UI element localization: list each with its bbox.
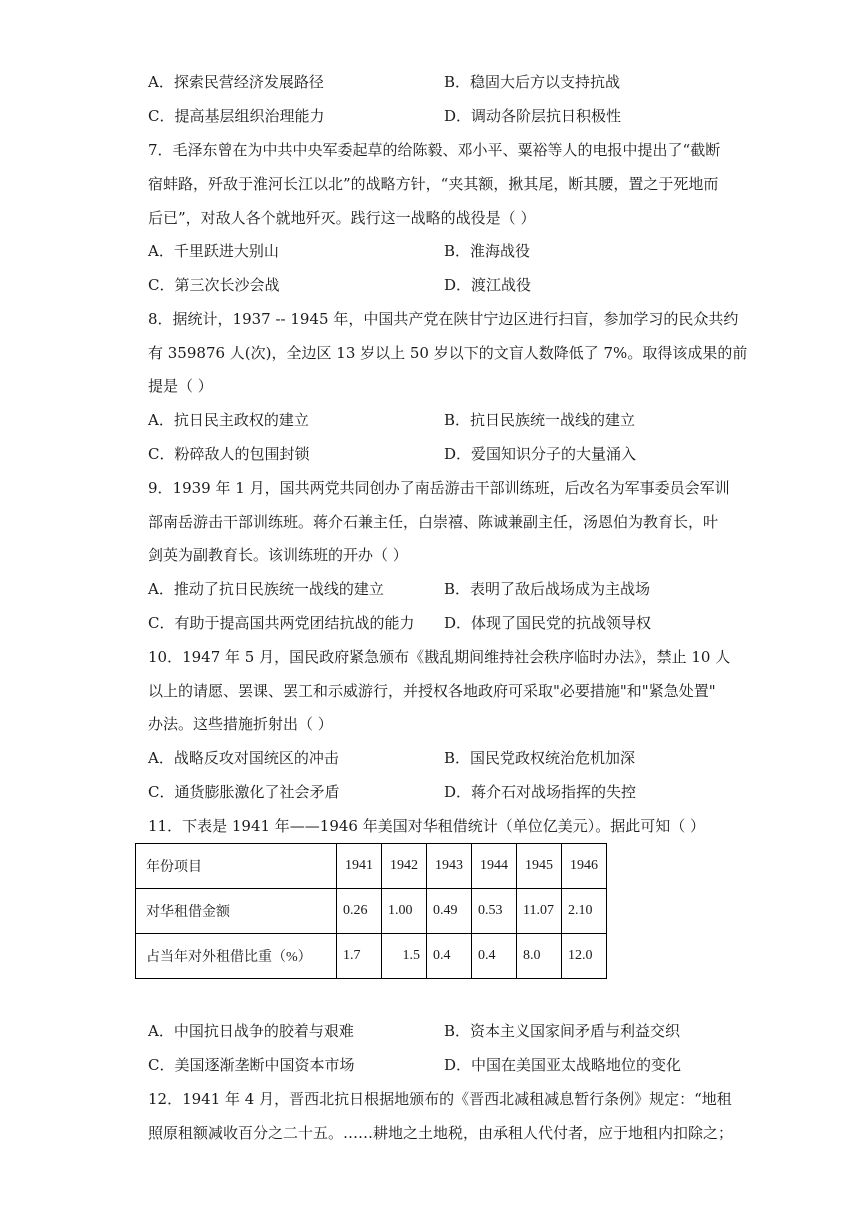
q9-option-c[interactable]: C．有助于提高国共两党团结抗战的能力 — [148, 614, 415, 632]
q11-option-d[interactable]: D．中国在美国亚太战略地位的变化 — [444, 1056, 682, 1074]
q7-stem-line-1: 7．毛泽东曾在为中共中央军委起草的给陈毅、邓小平、粟裕等人的电报中提出了“截断 — [148, 141, 721, 159]
q7-option-d[interactable]: D．渡江战役 — [444, 276, 532, 294]
q8-option-c[interactable]: C．粉碎敌人的包围封锁 — [148, 445, 310, 463]
q11-stem-line: 11．下表是 1941 年——1946 年美国对华租借统计（单位亿美元）。据此可知（ ） — [148, 817, 706, 835]
table-row-label: 对华租借金额 — [136, 889, 337, 934]
q6-option-d[interactable]: D．调动各阶层抗日积极性 — [444, 107, 622, 125]
q7-option-a[interactable]: A．千里跃进大别山 — [148, 242, 279, 260]
q9-stem-line-2: 部南岳游击干部训练班。蒋介石兼主任，白崇禧、陈诚兼副主任，汤恩伯为教育长，叶 — [148, 513, 719, 531]
q10-option-b[interactable]: B．国民党政权统治危机加深 — [444, 749, 636, 767]
q7-option-c[interactable]: C．第三次长沙会战 — [148, 276, 280, 294]
q7-stem-line-3: 后已”，对敌人各个就地歼灭。践行这一战略的战役是（ ） — [148, 209, 536, 227]
q10-option-a[interactable]: A．战略反攻对国统区的冲击 — [148, 749, 339, 767]
q10-option-c[interactable]: C．通货膨胀激化了社会矛盾 — [148, 783, 340, 801]
table-year-cell: 1946 — [562, 844, 607, 889]
q9-stem-line-3: 剑英为副教育长。该训练班的开办（ ） — [148, 546, 408, 564]
q8-stem-line-3: 提是（ ） — [148, 377, 213, 395]
table-cell: 0.4 — [427, 934, 472, 979]
q9-option-b[interactable]: B．表明了敌后战场成为主战场 — [444, 580, 651, 598]
q10-stem-line-2: 以上的请愿、罢课、罢工和示威游行，并授权各地政府可采取"必要措施"和"紧急处置" — [148, 682, 716, 700]
q12-stem-line-1: 12．1941 年 4 月，晋西北抗日根据地颁布的《晋西北减租减息暂行条例》规定：“地租 — [148, 1090, 732, 1108]
q10-option-d[interactable]: D．蒋介石对战场指挥的失控 — [444, 783, 637, 801]
table-header-label: 年份项目 — [136, 844, 337, 889]
table-cell: 8.0 — [517, 934, 562, 979]
q11-option-a[interactable]: A．中国抗日战争的胶着与艰难 — [148, 1022, 354, 1040]
table-year-cell: 1941 — [337, 844, 382, 889]
table-year-cell: 1943 — [427, 844, 472, 889]
q8-option-d[interactable]: D．爱国知识分子的大量涌入 — [444, 445, 637, 463]
q8-stem-line-1: 8．据统计，1937 -- 1945 年，中国共产党在陕甘宁边区进行扫盲，参加学习的民众共约 — [148, 310, 739, 328]
table-header-row — [136, 844, 607, 889]
q8-option-a[interactable]: A．抗日民主政权的建立 — [148, 411, 309, 429]
q6-option-c[interactable]: C．提高基层组织治理能力 — [148, 107, 325, 125]
table-row — [136, 889, 607, 934]
q10-stem-line-1: 10．1947 年 5 月，国民政府紧急颁布《戡乱期间维持社会秩序临时办法》，禁止 10 人 — [148, 648, 731, 666]
table-cell: 1.00 — [382, 889, 427, 934]
q9-option-a[interactable]: A．推动了抗日民族统一战线的建立 — [148, 580, 384, 598]
q7-option-b[interactable]: B．淮海战役 — [444, 242, 531, 260]
table-year-cell: 1942 — [382, 844, 427, 889]
table-cell: 0.4 — [472, 934, 517, 979]
q6-option-a[interactable]: A．探索民营经济发展路径 — [148, 73, 324, 91]
table-row — [136, 934, 607, 979]
table-year-cell: 1945 — [517, 844, 562, 889]
lend-lease-table — [135, 843, 607, 979]
q11-option-c[interactable]: C．美国逐渐垄断中国资本市场 — [148, 1056, 355, 1074]
table-cell: 1.5 — [382, 934, 427, 979]
q12-stem-line-2: 照原租额减收百分之二十五。……耕地之土地税，由承租人代付者，应于地租内扣除之； — [148, 1124, 734, 1142]
table-cell: 0.26 — [337, 889, 382, 934]
q8-stem-line-2: 有 359876 人(次)，全边区 13 岁以上 50 岁以下的文盲人数降低了 7%。取得该成果的前 — [148, 344, 748, 362]
table-cell: 2.10 — [562, 889, 607, 934]
q8-option-b[interactable]: B．抗日民族统一战线的建立 — [444, 411, 636, 429]
q11-option-b[interactable]: B．资本主义国家间矛盾与利益交织 — [444, 1022, 681, 1040]
q7-stem-line-2: 宿蚌路，歼敌于淮河长江以北”的战略方针，“夹其额，揪其尾，断其腰，置之于死地而 — [148, 175, 719, 193]
table-cell: 0.53 — [472, 889, 517, 934]
table-year-cell: 1944 — [472, 844, 517, 889]
q10-stem-line-3: 办法。这些措施折射出（ ） — [148, 715, 333, 733]
q9-option-d[interactable]: D．体现了国民党的抗战领导权 — [444, 614, 652, 632]
table-cell: 0.49 — [427, 889, 472, 934]
q9-stem-line-1: 9．1939 年 1 月，国共两党共同创办了南岳游击干部训练班，后改名为军事委员会军训 — [148, 479, 730, 497]
table-cell: 1.7 — [337, 934, 382, 979]
table-cell: 12.0 — [562, 934, 607, 979]
q6-option-b[interactable]: B．稳固大后方以支持抗战 — [444, 73, 621, 91]
table-cell: 11.07 — [517, 889, 562, 934]
table-row-label: 占当年对外租借比重（%） — [136, 934, 337, 979]
